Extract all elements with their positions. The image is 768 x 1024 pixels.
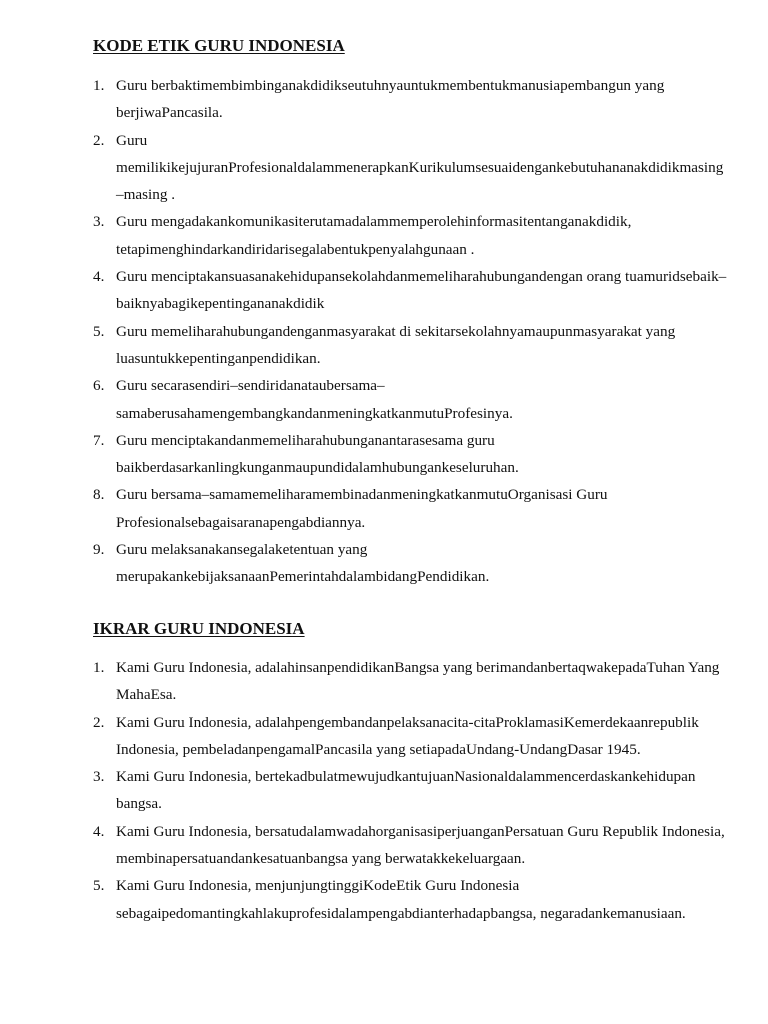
list-item	[93, 72, 733, 127]
item-number: 6.	[93, 377, 105, 395]
item-number: 4.	[93, 822, 105, 840]
item-number: 5.	[93, 322, 105, 340]
item-number: 5.	[93, 877, 105, 895]
kode-etik-list	[93, 72, 733, 591]
item-text: Guru menciptakandanmemeliharahubunganantarasesama guru baikberdasarkanlingkunganmaupundidalamhubungankeseluruhan.	[116, 431, 519, 477]
item-number: 9.	[93, 541, 105, 559]
item-number: 4.	[93, 268, 105, 286]
list-item	[93, 372, 733, 427]
item-text: Guru memeliharahubungandenganmasyarakat di sekitarsekolahnyamaupunmasyarakat yang luasuntukkepentinganpendidikan.	[116, 322, 676, 367]
list-item	[93, 263, 733, 318]
list-item	[93, 654, 733, 709]
item-number: 3.	[93, 213, 105, 231]
item-text: Kami Guru Indonesia, adalahpengembandanpelaksanacita-citaProklamasiKemerdekaanrepublik Indonesia, pembeladanpengamalPancasila yang setiapadaUndang-UndangDasar 1945.	[116, 713, 699, 758]
item-text: Guru berbaktimembimbinganakdidikseutuhnyauntukmembentukmanusiapembangun yang berjiwaPancasila.	[116, 77, 665, 122]
list-item	[93, 427, 733, 482]
list-item	[93, 709, 733, 764]
item-text: Guru menciptakansuasanakehidupansekolahdanmemeliharahubungandengan orang tuamuridsebaik–baiknyabagikepentingananakdidik	[116, 268, 727, 313]
list-item	[93, 208, 733, 263]
section-title-ikrar: IKRAR GURU INDONESIA	[93, 619, 305, 638]
list-item	[93, 127, 733, 209]
item-text: Guru mengadakankomunikasiterutamadalammemperolehinformasitentanganakdidik, tetapimenghindarkandiridarisegalabentukpenyalahgunaan .	[116, 213, 632, 258]
item-number: 3.	[93, 768, 105, 786]
item-text: Kami Guru Indonesia, adalahinsanpendidikanBangsa yang berimandanbertaqwakepadaTuhan Yang MahaEsa.	[116, 659, 720, 704]
list-item	[93, 318, 733, 373]
list-item	[93, 536, 733, 591]
item-text: Kami Guru Indonesia, menjunjungtinggiKodeEtik Guru Indonesia sebagaipedomantingkahlakuprofesidalampengabdianterhadapbangsa, negaradankemanusiaan.	[116, 877, 686, 922]
item-number: 7.	[93, 431, 105, 449]
item-text: Guru secarasendiri–sendiridanataubersama–samaberusahamengembangkandanmeningkatkanmutuProfesinya.	[116, 377, 513, 422]
item-text: Kami Guru Indonesia, bersatudalamwadahorganisasiperjuanganPersatuan Guru Republik Indonesia, membinapersatuandankesatuanbangsa yang berwatakkekeluargaan.	[116, 822, 725, 868]
item-number: 2.	[93, 713, 105, 731]
item-number: 2.	[93, 131, 105, 149]
item-number: 1.	[93, 659, 105, 676]
list-item	[93, 818, 733, 873]
item-number: 8.	[93, 486, 105, 504]
item-text: Guru melaksanakansegalaketentuan yang merupakankebijaksanaanPemerintahdalambidangPendidikan.	[116, 541, 490, 586]
list-item	[93, 481, 733, 536]
item-number: 1.	[93, 77, 105, 94]
list-item	[93, 763, 733, 818]
ikrar-list	[93, 654, 733, 927]
item-text: Guru bersama–samamemeliharamembinadanmeningkatkanmutuOrganisasi Guru Profesionalsebagaisaranapengabdiannya.	[116, 486, 608, 531]
item-text: Kami Guru Indonesia, bertekadbulatmewujudkantujuanNasionaldalammencerdaskankehidupan bangsa.	[116, 768, 696, 813]
section-title-kode-etik: KODE ETIK GURU INDONESIA	[93, 36, 345, 55]
list-item	[93, 872, 733, 927]
item-text: Guru memilikikejujuranProfesionaldalammenerapkanKurikulumsesuaidengankebutuhananakdidikmasing –masing .	[116, 131, 724, 204]
